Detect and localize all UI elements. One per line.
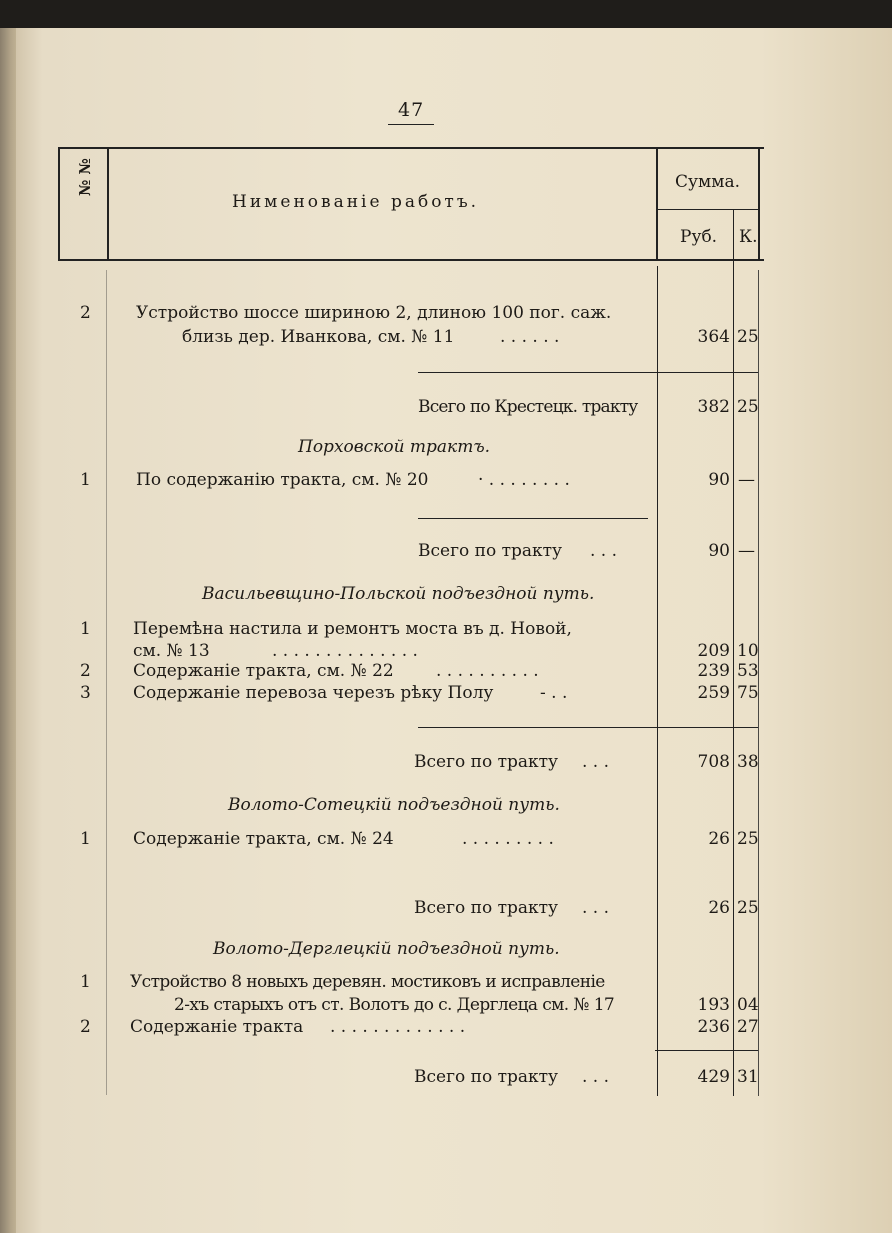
total-kop: —: [738, 541, 755, 561]
total-label: Всего по тракту: [414, 898, 559, 918]
row-text-line1: Устройство шоссе шириною 2, длиною 100 пог. саж.: [136, 303, 612, 323]
row-text-line2: см. № 13: [133, 641, 210, 661]
row-rub: 26: [708, 829, 730, 849]
row-number: 2: [80, 1017, 91, 1037]
section-heading: Васильевщино-Польской подъездной путь.: [202, 584, 595, 604]
page-number-underline: [388, 124, 434, 125]
no-column-rule: [107, 147, 109, 261]
row-rub: 193: [697, 995, 730, 1015]
row-rub: 259: [697, 683, 730, 703]
header-rub-label: Руб.: [680, 227, 718, 247]
row-leader: . . . . . . . . . . . . . .: [272, 641, 418, 661]
row-number: 1: [80, 619, 91, 639]
total-leader: . . .: [582, 752, 610, 772]
row-text-line1: Содержанiе тракта: [130, 1017, 304, 1037]
total-rub: 90: [708, 541, 730, 561]
total-rub: 26: [708, 898, 730, 918]
row-kop: 25: [737, 829, 759, 849]
row-kop: 75: [737, 683, 759, 703]
row-leader: . . . . . .: [500, 327, 560, 347]
no-column-rule-lower: [106, 270, 107, 1095]
row-text-line2: близь дер. Иванкова, см. № 11: [182, 327, 455, 347]
row-number: 2: [80, 661, 91, 681]
row-text-line2: 2-хъ старыхъ отъ ст. Волотъ до с. Дерглеца см. № 17: [174, 995, 615, 1015]
row-number: 1: [80, 470, 91, 490]
total-leader: . . .: [590, 541, 618, 561]
page-number: 47: [398, 99, 425, 121]
sum-column-rule-lower: [657, 266, 658, 1096]
row-rub: 209: [697, 641, 730, 661]
total-kop: 25: [737, 397, 759, 417]
subtotal-rule: [418, 372, 758, 373]
row-text-line1: Содержанiе тракта, см. № 22: [133, 661, 394, 681]
row-kop: 25: [737, 327, 759, 347]
row-leader: · . . . . . . . .: [478, 470, 570, 490]
total-label: Всего по тракту: [418, 541, 563, 561]
row-kop: —: [738, 470, 755, 490]
total-rub: 429: [697, 1067, 730, 1087]
row-number: 1: [80, 972, 91, 992]
row-leader: - . .: [540, 683, 568, 703]
sum-column-rule: [656, 147, 658, 261]
row-kop: 10: [737, 641, 759, 661]
row-kop: 04: [737, 995, 759, 1015]
row-number: 2: [80, 303, 91, 323]
row-number: 1: [80, 829, 91, 849]
row-rub: 236: [697, 1017, 730, 1037]
row-text-line1: Устройство 8 новыхъ деревян. мостиковъ и исправленiе: [130, 972, 605, 992]
row-text-line1: По содержанiю тракта, см. № 20: [136, 470, 429, 490]
total-label: Всего по тракту: [414, 1067, 559, 1087]
row-leader: . . . . . . . . . . . . .: [330, 1017, 466, 1037]
row-rub: 90: [708, 470, 730, 490]
row-rub: 364: [697, 327, 730, 347]
total-kop: 38: [737, 752, 759, 772]
total-label: Всего по Крестецк. тракту: [418, 397, 638, 417]
kop-column-rule: [733, 210, 734, 1096]
row-text-line1: Содержанiе тракта, см. № 24: [133, 829, 394, 849]
section-heading: Порховской трактъ.: [298, 437, 491, 457]
section-heading: Волото-Сотецкiй подъездной путь.: [228, 795, 560, 815]
table-top-rule: [58, 147, 764, 149]
table-right-border: [758, 147, 760, 261]
row-text-line1: Содержанiе перевоза черезъ рѣку Полу: [133, 683, 494, 703]
section-heading: Волото-Дерглецкiй подъездной путь.: [213, 939, 560, 959]
row-kop: 27: [737, 1017, 759, 1037]
total-leader: . . .: [582, 898, 610, 918]
subtotal-rule: [655, 1050, 758, 1051]
total-rub: 708: [697, 752, 730, 772]
row-text-line1: Перемѣна настила и ремонтъ моста въ д. Новой,: [133, 619, 572, 639]
row-rub: 239: [697, 661, 730, 681]
header-sum-label: Сумма.: [675, 172, 740, 192]
row-number: 3: [80, 683, 91, 703]
row-leader: . . . . . . . . . .: [436, 661, 539, 681]
total-rub: 382: [697, 397, 730, 417]
total-kop: 25: [737, 898, 759, 918]
subtotal-rule: [418, 518, 648, 519]
row-leader: . . . . . . . . .: [462, 829, 554, 849]
total-kop: 31: [737, 1067, 759, 1087]
table-header-rule: [58, 259, 764, 261]
row-kop: 53: [737, 661, 759, 681]
total-label: Всего по тракту: [414, 752, 559, 772]
subtotal-rule: [418, 727, 758, 728]
header-works-label: Нименованiе работъ.: [232, 192, 480, 212]
table-left-border: [58, 147, 60, 261]
sum-header-divider: [657, 209, 759, 210]
header-number-label: № №: [76, 158, 94, 196]
total-leader: . . .: [582, 1067, 610, 1087]
header-kop-label: К.: [739, 227, 758, 247]
